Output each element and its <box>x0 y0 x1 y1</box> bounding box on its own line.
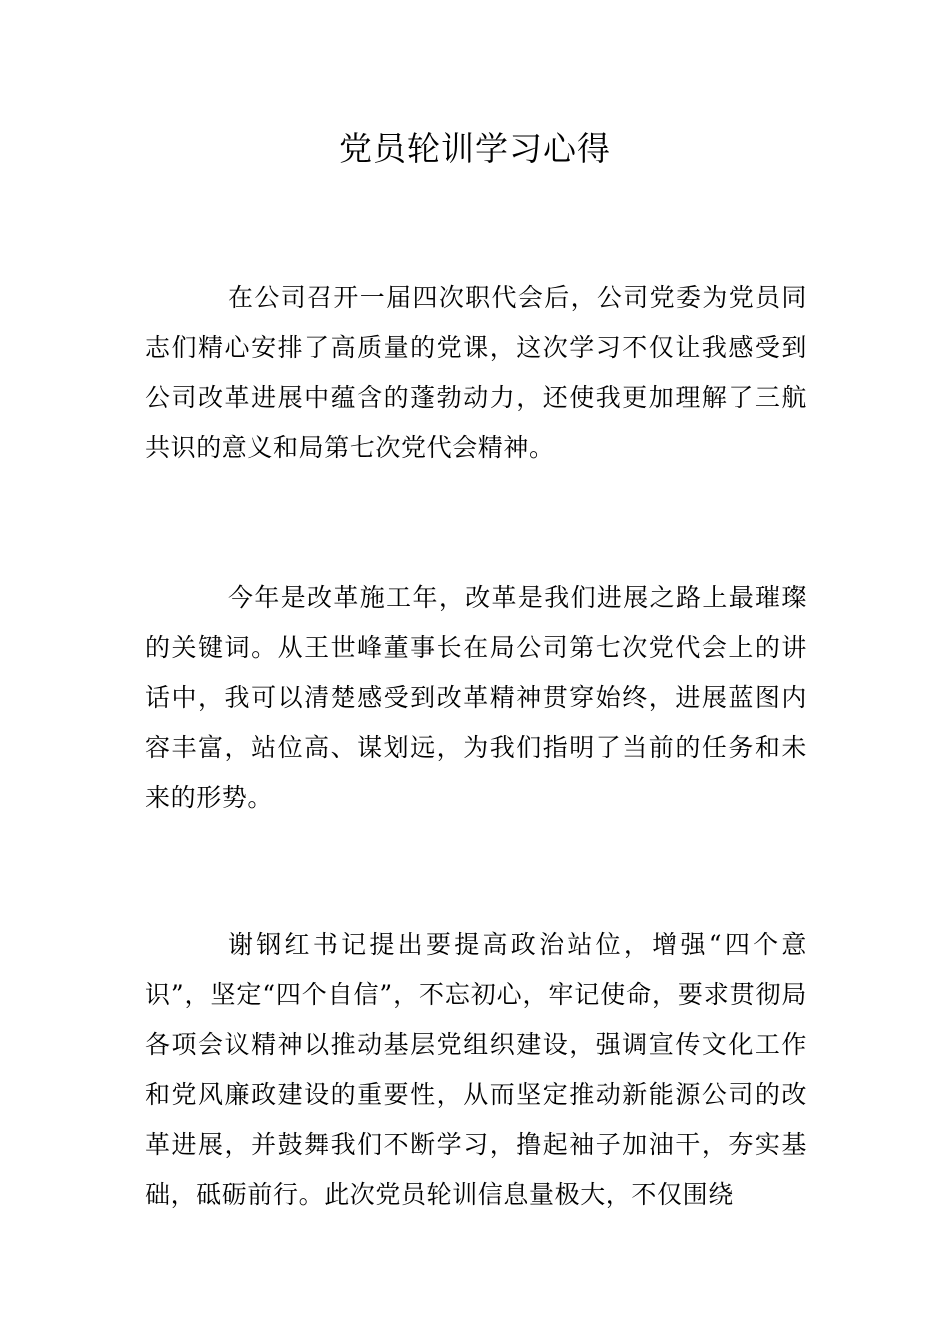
document-title: 党员轮训学习心得 <box>339 129 611 168</box>
paragraph-2: 今年是改革施工年，改革是我们进展之路上最璀璨的关键词。从王世峰董事长在局公司第七次党代会上的讲话中，我可以清楚感受到改革精神贯穿始终，进展蓝图内容丰富，站位高、谋划远，为我们指明了当前的任务和未来的形势。 <box>145 583 807 812</box>
paragraph-3: 谢钢红书记提出要提高政治站位，增强“四个意识”，坚定“四个自信”，不忘初心，牢记使命，要求贯彻局各项会议精神以推动基层党组织建设，强调宣传文化工作和党风廉政建设的重要性，从而坚定推动新能源公司的改革进展，并鼓舞我们不断学习，撸起袖子加油干，夯实基础，砥砺前行。此次党员轮训信息量极大，不仅围绕 <box>145 930 807 1209</box>
paragraph-1: 在公司召开一届四次职代会后，公司党委为党员同志们精心安排了高质量的党课，这次学习不仅让我感受到公司改革进展中蕴含的蓬勃动力，还使我更加理解了三航共识的意义和局第七次党代会精神。 <box>145 283 807 462</box>
